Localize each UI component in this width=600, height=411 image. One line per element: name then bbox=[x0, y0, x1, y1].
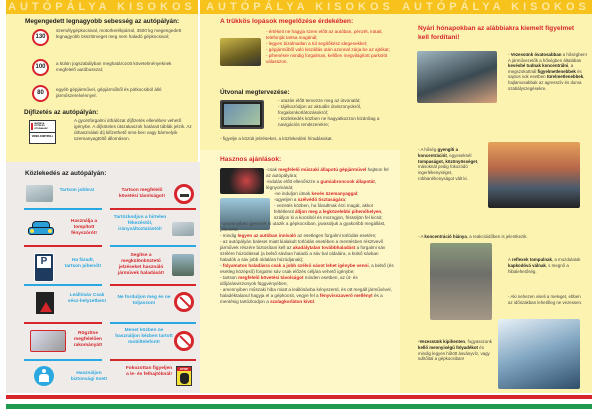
tile-avoid-sudden-braking: Tartózkodjon a hirtelen fékezéstől, irányváltoztatástól! bbox=[113, 215, 167, 232]
toll-panel bbox=[6, 106, 198, 162]
tile-ramps-caution: Fokozottan figyeljen a le- és felhajtóknál! bbox=[125, 366, 173, 377]
no-u-turn-sign-icon bbox=[174, 292, 194, 312]
banner-title: AUTÓPÁLYA KISOKOS bbox=[200, 0, 400, 14]
theft-item: - gépjárműből való kiszállás után azonnal zárja be az ajtókat; bbox=[266, 47, 390, 52]
tips-heading: Hasznos ajánlások: bbox=[220, 156, 282, 163]
speed-limit-100-sign-icon: 100 bbox=[32, 59, 49, 76]
toll-text: A gyorsforgalmi úthálózat díjfizetés ellenében vehető igénybe. A díjköteles útszakaszok határait táblák jelzik. Az úthasználati díj kifizethető sms-ben vagy bármelyik üzemanyagtöltő állomáson. bbox=[74, 118, 192, 141]
traffic-jam-photo-icon bbox=[430, 243, 492, 320]
tile-dipped-headlights: Használja a tompított fényszórót! bbox=[70, 219, 98, 236]
parking-rest-sign-icon: P bbox=[34, 253, 54, 282]
toll-sign-icon: MATRICA KÖTELES ÚTSZAKASZ VIDEO-KONTROLL bbox=[29, 120, 56, 144]
road-photo-icon bbox=[26, 185, 53, 202]
tile-emergency-lane: Leállósáv Csak vész-helyzetben! bbox=[67, 293, 107, 304]
road-photo-icon bbox=[172, 222, 194, 236]
tip-item: - mindig legyen az autóban innivaló az esetleges forgalmi torlódás esetére; bbox=[220, 233, 377, 238]
tile-no-handheld-phone: Menet közben ne használjon kézben tartott mobiltelefont! bbox=[115, 328, 173, 345]
summer-paragraph-3: - A koncentráció hiánya, a reakcióidőben is jelentkezik. bbox=[418, 234, 528, 239]
phone-driving-photo-icon bbox=[417, 51, 497, 103]
summer-heading: Nyári hónapokban az alábbiakra kiemelt figyelmet kell fordítani! bbox=[418, 25, 575, 41]
column-speed-toll-traffic bbox=[6, 0, 198, 393]
banner-title: AUTÓPÁLYA KISOKOS bbox=[400, 0, 592, 14]
route-item: - közlekedés közben ne hagyatkozzon kizárólag a navigációs rendszerekre; bbox=[278, 116, 380, 127]
tile-secure-cargo: Rögzítse megfelelően rakományát! bbox=[73, 331, 103, 348]
tip-item: -indulás előtt ellenőrizze a gumiabroncsok állapotát, légnyomását; bbox=[266, 179, 377, 190]
theft-item: - értékeit ne hagyja szem előtt az autóban, pénzét, iratait, telefonját tartsa magánál; bbox=[266, 29, 383, 40]
tip-item: - tartson megfelelő követési távolságot minden esetben, az út- és időjárásviszonyok függvényében; bbox=[220, 275, 358, 286]
route-item: - tájékozódjon az aktuális útviszonyokról, forgalomkorlátozásokról; bbox=[278, 104, 362, 115]
tip-item: - az autópályán baleset miatt kialakult torlódás esetében a mentésben résztvevő járművek részére biztosítani kell az akadálytalan továbbhaladást a forgalmi sáv szélére húzódással (a belső sávban haladó a sáv bal oldalára, a külső sávban haladók a sáv jobb oldalára húzódjanak); bbox=[220, 239, 386, 262]
banner-title: AUTÓPÁLYA KISOKOS bbox=[6, 0, 198, 14]
summer-paragraph-2: - A hőség gyengíti a koncentrációt, egyeseknél tompaságot, közönyösséget, másoknál pedig fokozódó ingerlékenységet, robbanékonyságot vált ki. bbox=[418, 147, 479, 181]
traffic-heading: Közlekedés az autópályán: bbox=[25, 170, 107, 177]
route-item: - figyelje a közúti jelzéseket, a közlekedési híradásokat. bbox=[220, 136, 333, 141]
speed-limits-panel bbox=[6, 14, 198, 106]
divider-blue bbox=[24, 284, 102, 286]
tile-keep-right: Tartson jobbra! bbox=[59, 188, 95, 193]
divider-red bbox=[24, 245, 102, 247]
theft-item: - legyen bizalmatlan a túl segítőkész idegenekkel; bbox=[266, 41, 368, 46]
divider-red bbox=[110, 284, 196, 286]
no-phone-sign-icon bbox=[174, 331, 194, 351]
divider-blue bbox=[24, 208, 102, 210]
speed-heading: Megengedett legnagyobb sebesség az autópályán: bbox=[25, 18, 180, 25]
summer-panel bbox=[400, 14, 592, 393]
theft-heading: A trükkös lopások megelőzése érdekében: bbox=[220, 18, 354, 25]
tips-list bbox=[220, 167, 394, 305]
summer-paragraph-6: -Vezessünk kipihenten, fogyasszunk kellő mennyiségű folyadékot és mindig legyen hűtött ásványvíz, vagy üdítőital a gépkocsiban! bbox=[418, 339, 492, 362]
flag-stripe-green bbox=[6, 404, 592, 409]
divider-blue bbox=[24, 359, 102, 361]
route-item: - utazás előtt tervezze meg az útvonalát; bbox=[278, 98, 361, 103]
divider-red bbox=[110, 208, 196, 210]
emergency-lane-sign-icon bbox=[36, 292, 54, 314]
no-tailgating-sign-icon bbox=[174, 184, 194, 204]
car-key-photo-icon bbox=[220, 38, 261, 66]
emergency-vehicle-photo-icon bbox=[172, 254, 194, 276]
divider-red bbox=[24, 322, 102, 324]
tips-panel bbox=[200, 150, 400, 393]
route-panel bbox=[200, 85, 400, 150]
cargo-photo-icon bbox=[30, 330, 66, 352]
toll-heading: Díjfizetés az autópályán: bbox=[24, 109, 99, 116]
seatbelt-sign-icon bbox=[34, 366, 54, 386]
divider-blue bbox=[110, 245, 196, 247]
tip-item: - amennyiben műszaki hiba miatt a leállósávba kényszerül, és ott megáll járművével, haladéktalanul hagyja el a gépkocsit, vegye fel a fényvisszaverő mellényt és a mentésig tartózkodjon a szalagkorláton kívül. bbox=[220, 287, 392, 304]
flag-stripe-white bbox=[6, 399, 592, 403]
tip-item: - amennyiben gyermek is utazik a gépkocsiban, javasoljuk a gyakoribb megállást, pihenést; bbox=[220, 221, 386, 232]
summer-paragraph-4: A reflexek tompulnak, a mozdulatok kapkodóvá válnak, s megnő a hibalehetőség. bbox=[508, 257, 581, 274]
column-tips bbox=[200, 0, 400, 393]
car-headlights-icon bbox=[28, 221, 54, 237]
speed-80-text: egyéb gépjárművel, gépjárműből és pótkocsiból álló járműszerelvénnyel. bbox=[56, 87, 162, 98]
heat-driving-photo-icon bbox=[488, 142, 580, 208]
tip-item: -csak megfelelő műszaki állapotú gépjárművel hajtson fel az autópályára; bbox=[266, 167, 389, 178]
tile-seatbelt: Használjon biztonsági övet! bbox=[70, 371, 108, 382]
tile-no-u-turn: Ne forduljon meg és ne toljasson! bbox=[117, 295, 171, 306]
summer-paragraph-1: - Vezessünk óvatosabban a hőségben! A járművezetők a hőségben általában kevésbé tudnak koncentrálni, a megszokottnál figyelmetlenebbek és sajnos sok esetben türelmetlenebbek, hajlamosabbak az agresszív és durva szabályszegésekre. bbox=[508, 52, 587, 91]
tile-following-distance: Tartson megfelelő követési távolságot! bbox=[118, 188, 166, 199]
tip-item: - vezetés közben, ha fáradtnak érzi magát, akkor feltétlenül álljon meg a legközelebbi pihenőhelyen, szálljon ki a kocsiból és mozogjon, frissüljön fel kicsit; bbox=[274, 203, 383, 220]
speed-limit-130-sign-icon: 130 bbox=[32, 29, 49, 46]
route-heading: Útvonal megtervezése: bbox=[220, 89, 290, 96]
tile-give-way-emergency: Segítse a megkülönböztető jelzéseket használó járművek haladását! bbox=[117, 253, 165, 276]
column-summer bbox=[400, 0, 592, 393]
stop-hand-sign-icon: STOP bbox=[176, 366, 192, 386]
tip-item: -ne induljon útnak kevés üzemanyaggal; bbox=[274, 191, 359, 196]
speed-130-text: személygépkocsival, motorkerékpárral, 3500 kg megengedett legnagyobb össztömeget meg nem haladó gépkocsival; bbox=[56, 28, 182, 39]
theft-item: - pihenésre mindig forgalmas, kellően megvilágított parkolót válasszon. bbox=[266, 53, 388, 64]
theft-list bbox=[266, 29, 392, 65]
tile-rest-if-tired: Ha fáradt, tartson pihenőt! bbox=[64, 258, 102, 269]
water-glass-photo-icon bbox=[498, 319, 580, 389]
tip-item: - folyamatos haladásra csak a jobb szélső sávot lehet igénybe venni, a belső (és esetleg középső) forgalmi sáv csak előzés céljára vehető igénybe; bbox=[220, 263, 394, 274]
speed-100-text: a külön jogszabályban meghatározott követelményeknek megfelelő autóbusszal; bbox=[56, 61, 172, 72]
speed-limit-80-sign-icon: 80 bbox=[32, 85, 49, 102]
summer-paragraph-5: - Aki nehezen viseli a meleget, ebben az időszakban lehetőleg ne vezessen. bbox=[508, 294, 583, 305]
theft-panel bbox=[200, 14, 400, 85]
traffic-panel bbox=[6, 162, 204, 393]
route-list bbox=[278, 98, 392, 128]
divider-blue bbox=[110, 322, 196, 324]
divider-red bbox=[110, 359, 196, 361]
tip-item: -ügyeljen a szélvédő tisztaságára; bbox=[274, 197, 347, 202]
gps-navigation-photo-icon bbox=[220, 100, 264, 129]
